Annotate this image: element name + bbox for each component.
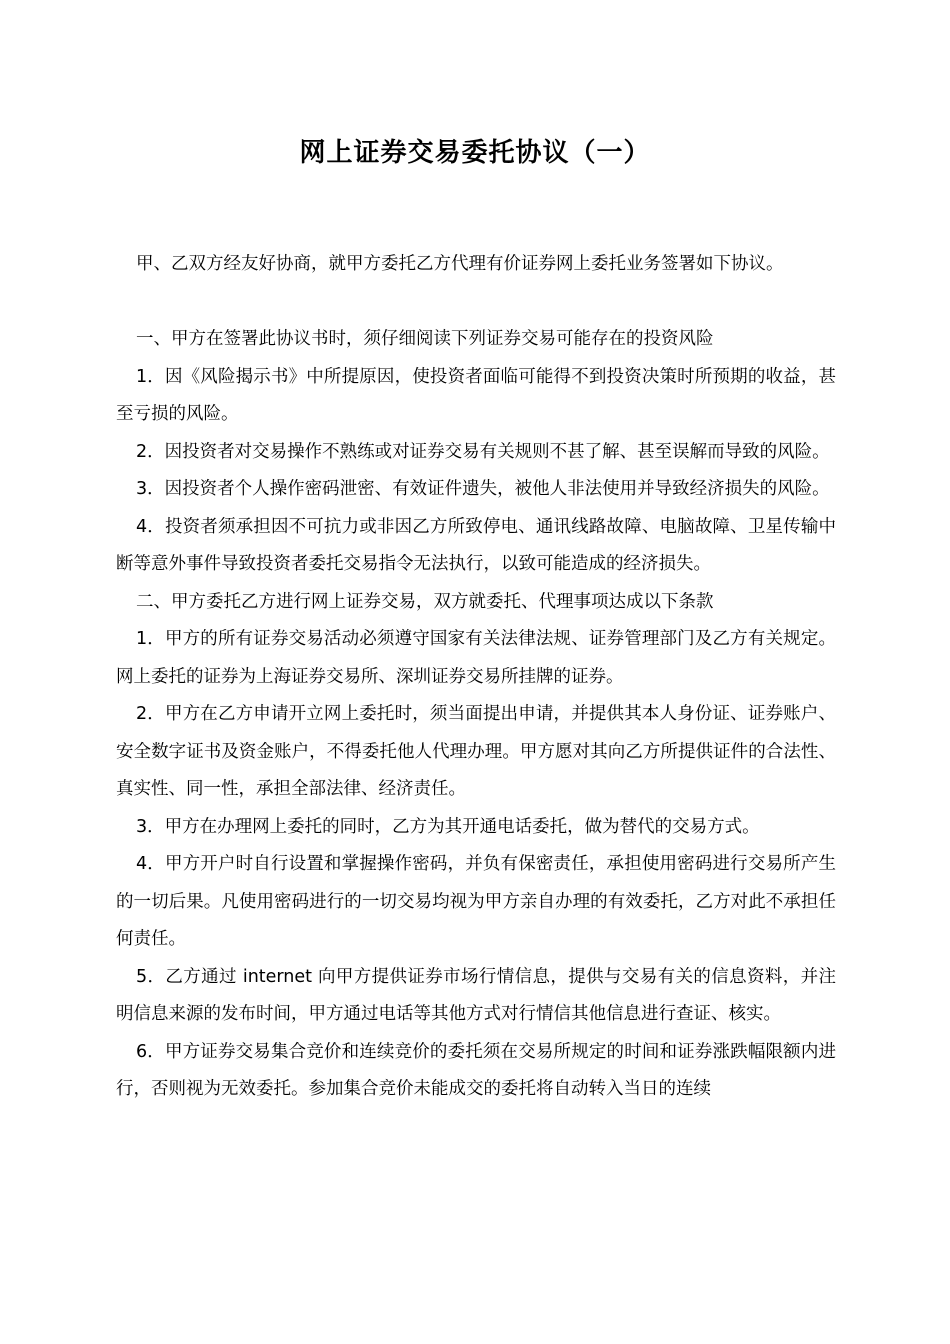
section-1-item: 2．因投资者对交易操作不熟练或对证券交易有关规则不甚了解、甚至误解而导致的风险。 [136, 441, 830, 462]
document-title: 网上证券交易委托协议（一） [299, 138, 651, 168]
document-body [116, 246, 836, 1109]
section-2-item: 6．甲方证券交易集合竞价和连续竞价的委托须在交易所规定的时间和证券涨跌幅限额内进行，否则视为无效委托。参加集合竞价未能成交的委托将自动转入当日的连续 [116, 1041, 836, 1099]
intro-paragraph: 甲、乙双方经友好协商，就甲方委托乙方代理有价证券网上委托业务签署如下协议。 [136, 254, 784, 274]
section-1-item: 4．投资者须承担因不可抗力或非因乙方所致停电、通讯线路故障、电脑故障、卫星传输中断等意外事件导致投资者委托交易指令无法执行，以致可能造成的经济损失。 [116, 516, 836, 574]
section-2-item: 3．甲方在办理网上委托的同时，乙方为其开通电话委托，做为替代的交易方式。 [136, 816, 760, 837]
section-1-item: 1．因《风险揭示书》中所提原因，使投资者面临可能得不到投资决策时所预期的收益，甚至亏损的风险。 [116, 366, 836, 424]
section-2-item: 2．甲方在乙方申请开立网上委托时，须当面提出申请，并提供其本人身份证、证券账户、安全数字证书及资金账户，不得委托他人代理办理。甲方愿对其向乙方所提供证件的合法性、真实性、同一性，承担全部法律、经济责任。 [116, 704, 836, 799]
section-2-item: 4．甲方开户时自行设置和掌握操作密码，并负有保密责任，承担使用密码进行交易所产生的一切后果。凡使用密码进行的一切交易均视为甲方亲自办理的有效委托，乙方对此不承担任何责任。 [116, 854, 836, 949]
section-2-item: 5．乙方通过 internet 向甲方提供证券市场行情信息，提供与交易有关的信息资料，并注明信息来源的发布时间，甲方通过电话等其他方式对行情信其他信息进行查证、核实。 [116, 966, 836, 1024]
section-1-heading: 一、甲方在签署此协议书时，须仔细阅读下列证券交易可能存在的投资风险 [136, 329, 714, 349]
section-2-item: 1．甲方的所有证券交易活动必须遵守国家有关法律法规、证券管理部门及乙方有关规定。网上委托的证券为上海证券交易所、深圳证券交易所挂牌的证券。 [116, 629, 836, 687]
section-1-item: 3．因投资者个人操作密码泄密、有效证件遗失，被他人非法使用并导致经济损失的风险。 [136, 479, 830, 499]
section-2-heading: 二、甲方委托乙方进行网上证券交易，双方就委托、代理事项达成以下条款 [136, 591, 714, 612]
